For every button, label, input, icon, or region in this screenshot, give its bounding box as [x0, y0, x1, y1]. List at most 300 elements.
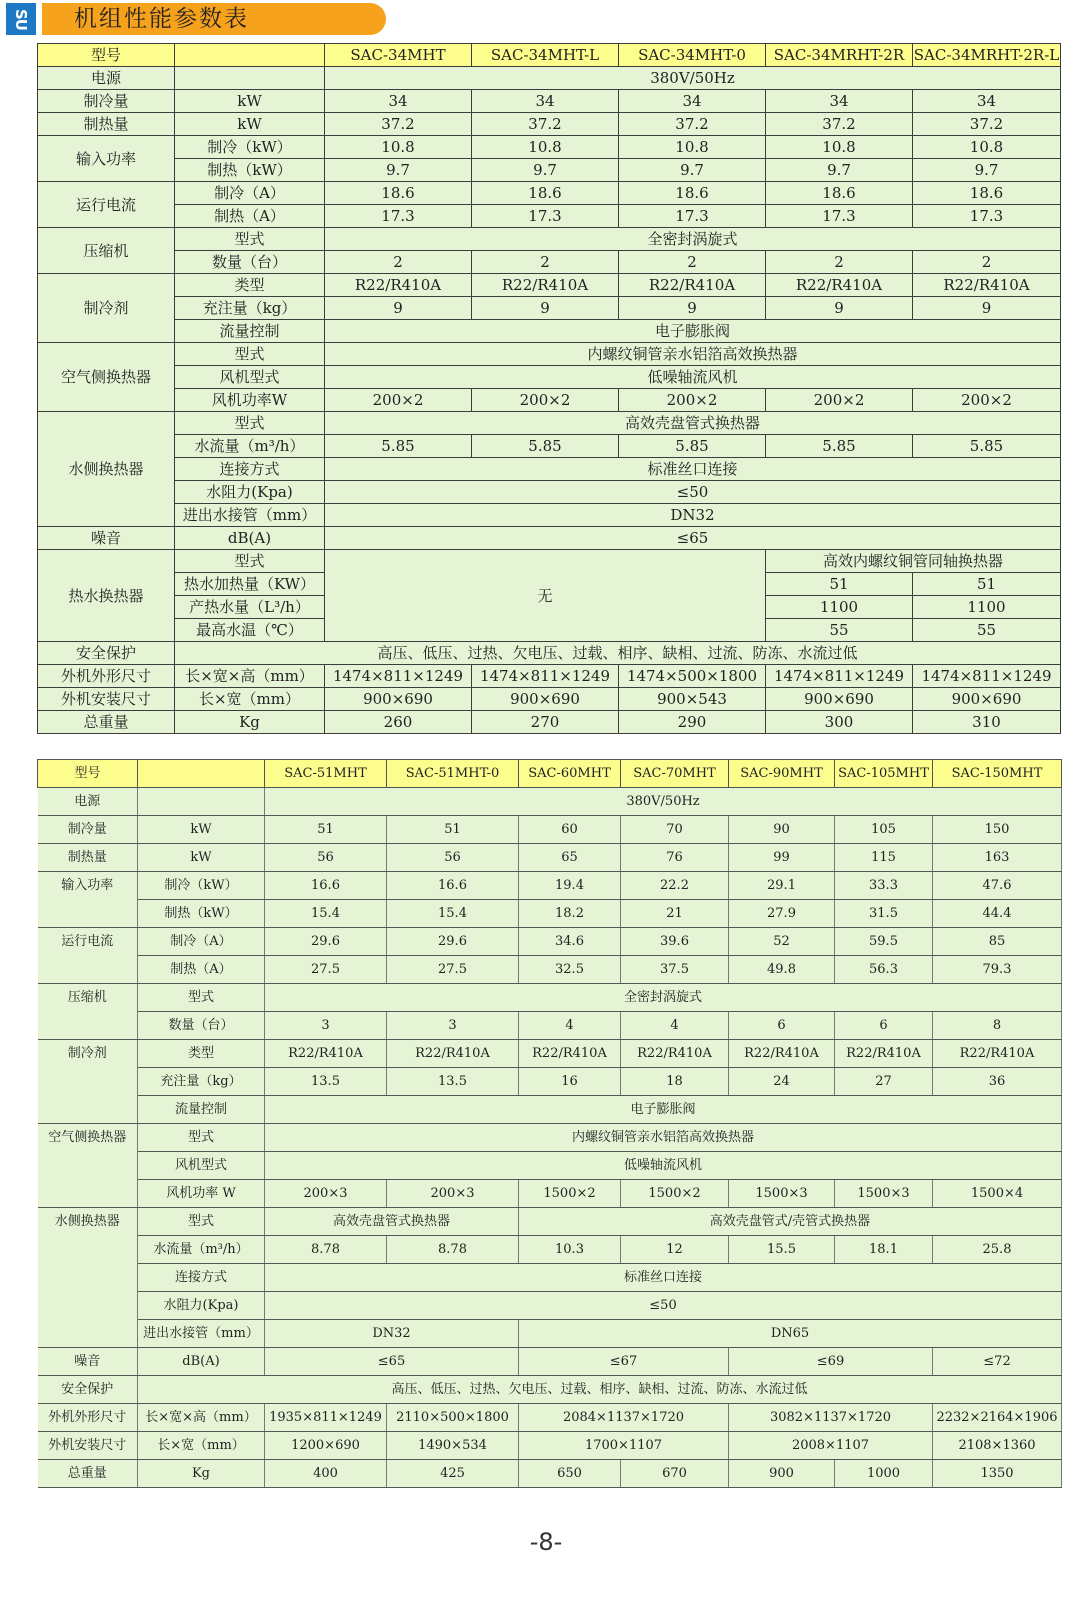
spec-table-1: [37, 43, 1061, 734]
cell-value: 高压、低压、过热、欠电压、过载、相序、缺相、过流、防冻、水流过低: [175, 642, 1061, 665]
cell-value: 10.8: [766, 136, 913, 159]
cell-value: 27.5: [387, 956, 519, 984]
cell-value: 76: [621, 844, 729, 872]
cell-value: ≤67: [519, 1348, 729, 1376]
row-sublabel: 类型: [175, 274, 325, 297]
cell-value: ≤65: [265, 1348, 519, 1376]
cell-value: 37.2: [325, 113, 472, 136]
row-label: 制热量: [38, 844, 138, 872]
cell-value: 22.2: [621, 872, 729, 900]
row-label: 压缩机: [38, 984, 138, 1012]
row-sublabel: 制冷（A）: [138, 928, 265, 956]
row-sublabel: 制冷（kW）: [138, 872, 265, 900]
cell-value: 高效壳盘管式换热器: [265, 1208, 519, 1236]
cell-value: R22/R410A: [621, 1040, 729, 1068]
row-unit: Kg: [175, 711, 325, 734]
cell-value: 全密封涡旋式: [325, 228, 1061, 251]
table-row: [38, 159, 1061, 182]
cell-value: 260: [325, 711, 472, 734]
table-row: [38, 113, 1061, 136]
table-row: [38, 928, 1062, 956]
model-label: 型号: [38, 44, 175, 67]
cell-value: 16: [519, 1068, 621, 1096]
cell-value: 200×2: [766, 389, 913, 412]
row-sublabel: 制热（kW）: [175, 159, 325, 182]
cell-value: 5.85: [766, 435, 913, 458]
cell-value: 低噪轴流风机: [265, 1152, 1062, 1180]
row-unit: 长×宽×高（mm）: [175, 665, 325, 688]
cell-value: 1490×534: [387, 1432, 519, 1460]
cell-value: 99: [729, 844, 835, 872]
cell-value: 8.78: [387, 1236, 519, 1264]
row-label: 运行电流: [38, 928, 138, 956]
cell-value: R22/R410A: [325, 274, 472, 297]
cell-value: 85: [933, 928, 1062, 956]
table-row: [38, 389, 1061, 412]
cell-value: 51: [387, 816, 519, 844]
row-sublabel: 充注量（kg）: [138, 1068, 265, 1096]
table-row: [38, 527, 1061, 550]
cell-value: 25.8: [933, 1236, 1062, 1264]
table-row: [38, 550, 1061, 573]
cell-value: 高效内螺纹铜管同轴换热器: [766, 550, 1061, 573]
cell-value: 200×3: [387, 1180, 519, 1208]
cell-value: 52: [729, 928, 835, 956]
cell-value: 200×3: [265, 1180, 387, 1208]
model-name: SAC-70MHT: [621, 760, 729, 788]
table-row: [38, 760, 1062, 788]
row-sublabel: 型式: [138, 1208, 265, 1236]
page-header: [0, 0, 400, 38]
table-row: [38, 1180, 1062, 1208]
model-name: SAC-34MRHT-2R-L: [913, 44, 1061, 67]
cell-value: 1500×3: [835, 1180, 933, 1208]
cell-value: 55: [913, 619, 1061, 642]
cell-value: 200×2: [472, 389, 619, 412]
cell-value: 高压、低压、过热、欠电压、过载、相序、缺相、过流、防冻、水流过低: [138, 1376, 1062, 1404]
cell-value: 32.5: [519, 956, 621, 984]
page-number: -8-: [529, 1528, 563, 1556]
model-name: SAC-150MHT: [933, 760, 1062, 788]
cell-value: 425: [387, 1460, 519, 1488]
row-unit: Kg: [138, 1460, 265, 1488]
cell-value: 全密封涡旋式: [265, 984, 1062, 1012]
cell-value: R22/R410A: [619, 274, 766, 297]
row-sublabel: 数量（台）: [175, 251, 325, 274]
row-sublabel: 型式: [175, 228, 325, 251]
cell-value: 3: [387, 1012, 519, 1040]
cell-value: 4: [519, 1012, 621, 1040]
row-sublabel: 制热（A）: [138, 956, 265, 984]
table-row: [38, 182, 1061, 205]
row-sublabel: 最高水温（℃）: [175, 619, 325, 642]
brand-logo: SU: [6, 3, 36, 35]
cell-value: DN32: [265, 1320, 519, 1348]
row-sublabel: 产热水量（L³/h）: [175, 596, 325, 619]
cell-value: 1500×2: [519, 1180, 621, 1208]
cell-value: 15.5: [729, 1236, 835, 1264]
cell-value: 51: [913, 573, 1061, 596]
cell-value: 29.6: [265, 928, 387, 956]
cell-value: 电子膨胀阀: [265, 1096, 1062, 1124]
cell-value: 高效壳盘管式/壳管式换热器: [519, 1208, 1062, 1236]
cell-value: R22/R410A: [913, 274, 1061, 297]
cell-value: 150: [933, 816, 1062, 844]
cell-value: 49.8: [729, 956, 835, 984]
table-row: [38, 205, 1061, 228]
row-unit: kW: [175, 90, 325, 113]
row-label: 制冷剂: [38, 274, 175, 343]
cell-value: 18.6: [766, 182, 913, 205]
table-row: [38, 956, 1062, 984]
table-row: [38, 1040, 1062, 1068]
cell-value: 310: [913, 711, 1061, 734]
row-label: 安全保护: [38, 1376, 138, 1404]
cell-value: 18.2: [519, 900, 621, 928]
row-label: 空气侧换热器: [38, 343, 175, 412]
cell-value: 1500×4: [933, 1180, 1062, 1208]
table-row: [38, 435, 1061, 458]
cell-value: 70: [621, 816, 729, 844]
cell-value: 21: [621, 900, 729, 928]
row-unit: 长×宽（mm）: [138, 1432, 265, 1460]
cell-value: ≤69: [729, 1348, 933, 1376]
cell-value: 6: [835, 1012, 933, 1040]
row-label: 制冷量: [38, 816, 138, 844]
table-row: [38, 136, 1061, 159]
cell-value: R22/R410A: [472, 274, 619, 297]
cell-value: 12: [621, 1236, 729, 1264]
table-row: [38, 67, 1061, 90]
cell-value: 2108×1360: [933, 1432, 1062, 1460]
cell-value: R22/R410A: [519, 1040, 621, 1068]
model-name: SAC-34MHT-0: [619, 44, 766, 67]
row-sublabel: 型式: [175, 412, 325, 435]
cell-value: 标准丝口连接: [265, 1264, 1062, 1292]
table-row: [38, 1152, 1062, 1180]
cell-value: 59.5: [835, 928, 933, 956]
row-label: 制冷量: [38, 90, 175, 113]
row-sublabel: 水流量（m³/h）: [175, 435, 325, 458]
cell-value: 9.7: [766, 159, 913, 182]
cell-value: 2: [325, 251, 472, 274]
cell-value: 18.1: [835, 1236, 933, 1264]
table-row: [38, 984, 1062, 1012]
cell-value: R22/R410A: [387, 1040, 519, 1068]
row-unit: kW: [138, 844, 265, 872]
row-label: 噪音: [38, 527, 175, 550]
cell-value: 200×2: [325, 389, 472, 412]
cell-value: DN32: [325, 504, 1061, 527]
cell-value: 17.3: [619, 205, 766, 228]
cell-value: 4: [621, 1012, 729, 1040]
row-sublabel: 水阻力(Kpa): [175, 481, 325, 504]
cell-value: 18.6: [325, 182, 472, 205]
cell-value: 37.2: [472, 113, 619, 136]
row-sublabel: 型式: [175, 550, 325, 573]
table-row: [38, 711, 1061, 734]
table-row: [38, 1236, 1062, 1264]
row-label: 安全保护: [38, 642, 175, 665]
table-row: [38, 1376, 1062, 1404]
row-sublabel: 风机型式: [138, 1152, 265, 1180]
cell-value: R22/R410A: [729, 1040, 835, 1068]
row-sublabel: 热水加热量（KW）: [175, 573, 325, 596]
cell-value: 400: [265, 1460, 387, 1488]
table-row: [38, 872, 1062, 900]
row-sublabel: 制热（A）: [175, 205, 325, 228]
row-sublabel: 制冷（kW）: [175, 136, 325, 159]
cell-value: 290: [619, 711, 766, 734]
cell-value: 8: [933, 1012, 1062, 1040]
cell-value: 8.78: [265, 1236, 387, 1264]
cell-value: 56: [265, 844, 387, 872]
row-unit: kW: [138, 816, 265, 844]
cell-value: 56.3: [835, 956, 933, 984]
cell-value: 1350: [933, 1460, 1062, 1488]
cell-value: 1100: [913, 596, 1061, 619]
cell-value: 9.7: [325, 159, 472, 182]
cell-value: 2084×1137×1720: [519, 1404, 729, 1432]
cell-value: 6: [729, 1012, 835, 1040]
cell-value: 33.3: [835, 872, 933, 900]
cell-value: 3: [265, 1012, 387, 1040]
table-row: [38, 1124, 1062, 1152]
cell-value: 1000: [835, 1460, 933, 1488]
table-row: [38, 1012, 1062, 1040]
cell-value: 5.85: [325, 435, 472, 458]
cell-value: 内螺纹铜管亲水铝箔高效换热器: [265, 1124, 1062, 1152]
table-row: [38, 1208, 1062, 1236]
model-name: SAC-51MHT-0: [387, 760, 519, 788]
model-name: SAC-34MHT-L: [472, 44, 619, 67]
table-row: [38, 688, 1061, 711]
cell-value: 1474×811×1249: [913, 665, 1061, 688]
row-label: 输入功率: [38, 872, 138, 900]
cell-value: 5.85: [619, 435, 766, 458]
spec-table-2: [37, 759, 1062, 1488]
cell-value: 31.5: [835, 900, 933, 928]
cell-value: 27.9: [729, 900, 835, 928]
model-name: SAC-34MHT: [325, 44, 472, 67]
model-name: SAC-90MHT: [729, 760, 835, 788]
row-label: 制热量: [38, 113, 175, 136]
table-row: [38, 366, 1061, 389]
cell-value: 18.6: [472, 182, 619, 205]
cell-value: 18: [621, 1068, 729, 1096]
cell-value: 27.5: [265, 956, 387, 984]
row-sublabel: 数量（台）: [138, 1012, 265, 1040]
cell-value: 380V/50Hz: [265, 788, 1062, 816]
cell-value: 34: [325, 90, 472, 113]
cell-value: 3082×1137×1720: [729, 1404, 933, 1432]
cell-value: 17.3: [325, 205, 472, 228]
row-label: 总重量: [38, 1460, 138, 1488]
cell-value: 2: [766, 251, 913, 274]
table-row: [38, 251, 1061, 274]
cell-value: R22/R410A: [835, 1040, 933, 1068]
cell-value: 44.4: [933, 900, 1062, 928]
table-row: [38, 297, 1061, 320]
row-label: 外机安装尺寸: [38, 1432, 138, 1460]
cell-value: 电子膨胀阀: [325, 320, 1061, 343]
cell-value: 10.8: [472, 136, 619, 159]
model-label: 型号: [38, 760, 138, 788]
row-label: 总重量: [38, 711, 175, 734]
row-sublabel: 水阻力(Kpa): [138, 1292, 265, 1320]
row-label: 空气侧换热器: [38, 1124, 138, 1152]
cell-value: 16.6: [265, 872, 387, 900]
cell-value: 90: [729, 816, 835, 844]
cell-value: 高效壳盘管式换热器: [325, 412, 1061, 435]
cell-value: 1474×811×1249: [325, 665, 472, 688]
row-sublabel: 流量控制: [175, 320, 325, 343]
row-sublabel: 风机功率W: [175, 389, 325, 412]
table-row: [38, 320, 1061, 343]
cell-value: 34: [472, 90, 619, 113]
table-row: [38, 1320, 1062, 1348]
row-label: 输入功率: [38, 136, 175, 182]
row-sublabel: 进出水接管（mm）: [175, 504, 325, 527]
cell-value: 60: [519, 816, 621, 844]
cell-value: R22/R410A: [766, 274, 913, 297]
row-label: 外机安装尺寸: [38, 688, 175, 711]
model-name: SAC-60MHT: [519, 760, 621, 788]
row-sublabel: 风机功率 W: [138, 1180, 265, 1208]
cell-value: 51: [766, 573, 913, 596]
table-row: [38, 1264, 1062, 1292]
cell-value: 10.8: [913, 136, 1061, 159]
cell-value: 900×690: [913, 688, 1061, 711]
cell-value: 5.85: [913, 435, 1061, 458]
row-unit: 长×宽×高（mm）: [138, 1404, 265, 1432]
cell-value: 34: [913, 90, 1061, 113]
cell-value: 1500×3: [729, 1180, 835, 1208]
cell-value: 2: [913, 251, 1061, 274]
cell-value: DN65: [519, 1320, 1062, 1348]
cell-value: 1100: [766, 596, 913, 619]
cell-value: 13.5: [387, 1068, 519, 1096]
table-row: [38, 90, 1061, 113]
cell-value: 9: [619, 297, 766, 320]
table-row: [38, 642, 1061, 665]
cell-value: 1935×811×1249: [265, 1404, 387, 1432]
row-sublabel: 型式: [138, 1124, 265, 1152]
cell-value: 55: [766, 619, 913, 642]
row-label: 运行电流: [38, 182, 175, 228]
cell-value: 47.6: [933, 872, 1062, 900]
row-label: 噪音: [38, 1348, 138, 1376]
cell-value: 17.3: [766, 205, 913, 228]
cell-value: 24: [729, 1068, 835, 1096]
cell-value: 15.4: [387, 900, 519, 928]
cell-value: 39.6: [621, 928, 729, 956]
table-row: [38, 1404, 1062, 1432]
cell-value: 29.1: [729, 872, 835, 900]
cell-value: 10.8: [325, 136, 472, 159]
cell-value: 15.4: [265, 900, 387, 928]
table-row: [38, 844, 1062, 872]
cell-value: 17.3: [913, 205, 1061, 228]
cell-value: 1474×811×1249: [472, 665, 619, 688]
cell-value: 19.4: [519, 872, 621, 900]
cell-value: 900×690: [472, 688, 619, 711]
cell-value: 2008×1107: [729, 1432, 933, 1460]
cell-value: 1500×2: [621, 1180, 729, 1208]
cell-value: 13.5: [265, 1068, 387, 1096]
cell-value: 10.3: [519, 1236, 621, 1264]
cell-value: 37.2: [913, 113, 1061, 136]
row-label: 制冷剂: [38, 1040, 138, 1068]
cell-value: 标准丝口连接: [325, 458, 1061, 481]
cell-value: 37.5: [621, 956, 729, 984]
table-row: [38, 481, 1061, 504]
cell-value: ≤50: [325, 481, 1061, 504]
cell-value: 18.6: [619, 182, 766, 205]
table-row: [38, 1460, 1062, 1488]
cell-value: ≤50: [265, 1292, 1062, 1320]
cell-value: 1474×500×1800: [619, 665, 766, 688]
model-name: SAC-51MHT: [265, 760, 387, 788]
cell-value: R22/R410A: [265, 1040, 387, 1068]
table-row: [38, 665, 1061, 688]
table-row: [38, 412, 1061, 435]
cell-value: 9: [325, 297, 472, 320]
cell-value: 200×2: [619, 389, 766, 412]
cell-value: 200×2: [913, 389, 1061, 412]
table-row: [38, 458, 1061, 481]
row-label: 水侧换热器: [38, 1208, 138, 1236]
table-row: [38, 1068, 1062, 1096]
cell-value: 900×543: [619, 688, 766, 711]
cell-value: 低噪轴流风机: [325, 366, 1061, 389]
cell-value: 900: [729, 1460, 835, 1488]
page-title: 机组性能参数表: [74, 6, 249, 32]
cell-value: 5.85: [472, 435, 619, 458]
cell-value: 1474×811×1249: [766, 665, 913, 688]
table-row: [38, 1292, 1062, 1320]
row-label: 水侧换热器: [38, 412, 175, 527]
cell-value: 9: [913, 297, 1061, 320]
cell-value: 34.6: [519, 928, 621, 956]
row-sublabel: 水流量（m³/h）: [138, 1236, 265, 1264]
row-sublabel: 制冷（A）: [175, 182, 325, 205]
cell-value: 1700×1107: [519, 1432, 729, 1460]
row-label: 热水换热器: [38, 550, 175, 642]
cell-value: 16.6: [387, 872, 519, 900]
cell-value: 900×690: [766, 688, 913, 711]
cell-value: 2: [472, 251, 619, 274]
table-row: [38, 1432, 1062, 1460]
row-sublabel: 流量控制: [138, 1096, 265, 1124]
cell-value: 79.3: [933, 956, 1062, 984]
cell-value: 36: [933, 1068, 1062, 1096]
cell-value: 34: [766, 90, 913, 113]
row-sublabel: 类型: [138, 1040, 265, 1068]
cell-value: 51: [265, 816, 387, 844]
cell-value: 29.6: [387, 928, 519, 956]
row-sublabel: 风机型式: [175, 366, 325, 389]
row-sublabel: 制热（kW）: [138, 900, 265, 928]
row-unit: dB(A): [138, 1348, 265, 1376]
table-row: [38, 274, 1061, 297]
row-label: 压缩机: [38, 228, 175, 274]
cell-value: 900×690: [325, 688, 472, 711]
table-row: [38, 900, 1062, 928]
row-unit: kW: [175, 113, 325, 136]
cell-value: 2110×500×1800: [387, 1404, 519, 1432]
cell-value: 115: [835, 844, 933, 872]
